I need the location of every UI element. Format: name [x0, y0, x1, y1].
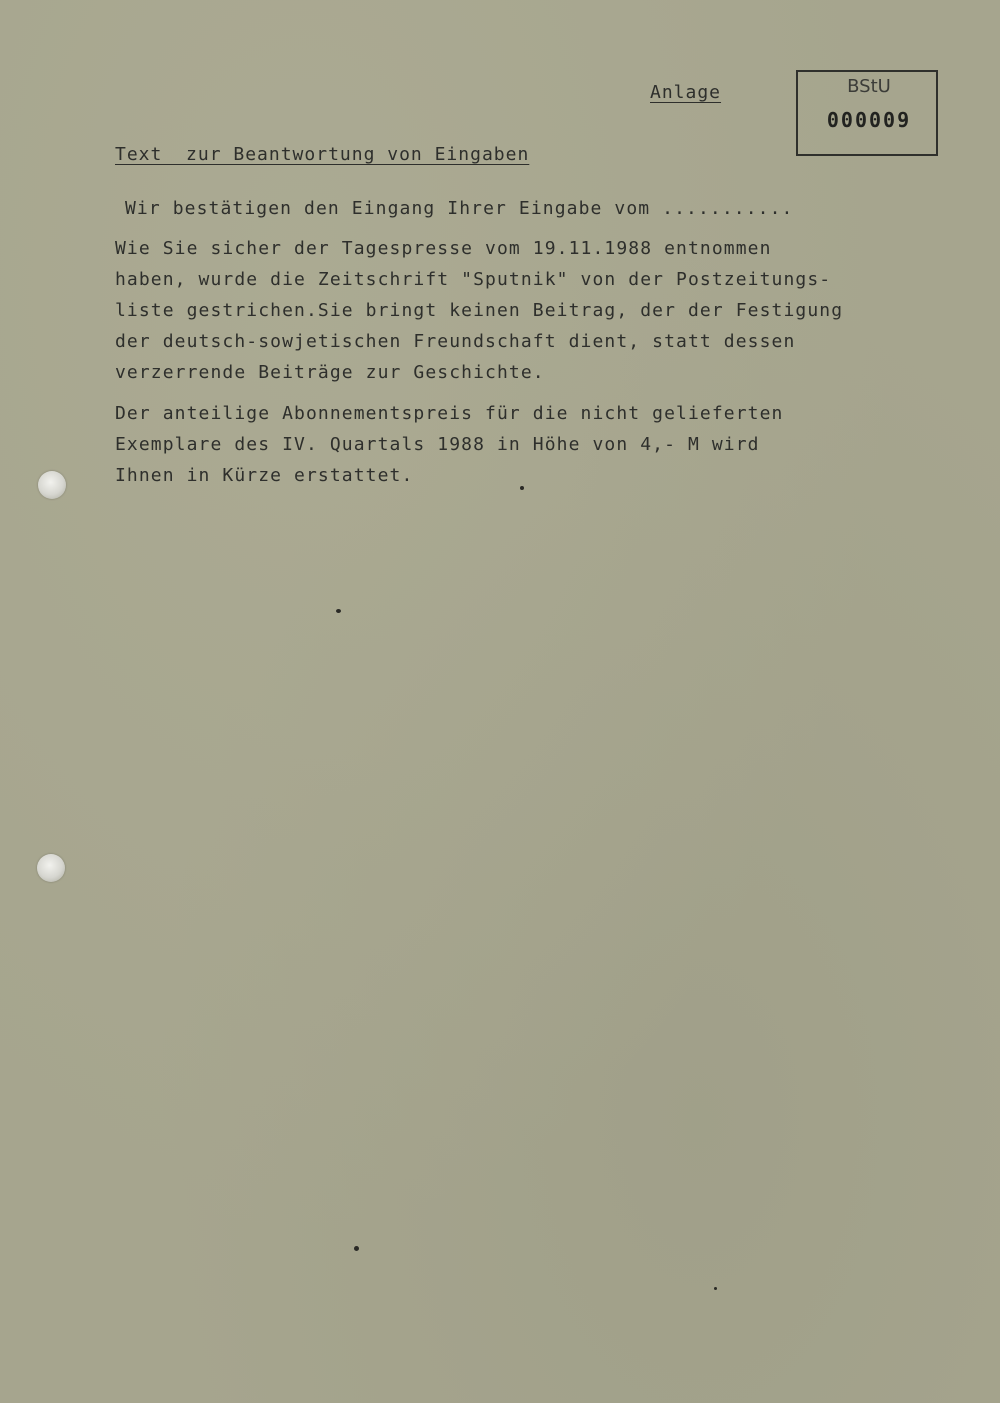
text-line: Wie Sie sicher der Tagespresse vom 19.11.1988 entnommen — [115, 238, 772, 259]
anlage-label: Anlage — [650, 82, 722, 103]
paper-speck — [354, 1246, 359, 1251]
text-line: verzerrende Beiträge zur Geschichte. — [115, 362, 545, 383]
punch-hole — [38, 471, 66, 499]
paragraph-refund — [115, 398, 935, 491]
punch-hole — [37, 854, 65, 882]
document-heading: Text zur Beantwortung von Eingaben — [115, 144, 530, 165]
paper-speck — [336, 609, 341, 613]
paragraph-explanation — [115, 233, 935, 388]
text-line: Ihnen in Kürze erstattet. — [115, 465, 414, 486]
stamp-number: 000009 — [826, 108, 912, 132]
text-line: Exemplare des IV. Quartals 1988 in Höhe von 4,- M wird — [115, 434, 760, 455]
text-line: liste gestrichen.Sie bringt keinen Beitrag, der der Festigung — [115, 300, 844, 321]
archive-stamp — [796, 70, 938, 156]
text-line: Der anteilige Abonnementspreis für die nicht gelieferten — [115, 403, 784, 424]
text-line: haben, wurde die Zeitschrift "Sputnik" von der Postzeitungs- — [115, 269, 832, 290]
paragraph-confirmation — [125, 193, 945, 224]
text-line: Wir bestätigen den Eingang Ihrer Eingabe vom ........... — [125, 198, 794, 219]
stamp-label: BStU — [847, 76, 891, 97]
text-line: der deutsch-sowjetischen Freundschaft dient, statt dessen — [115, 331, 796, 352]
paper-speck — [714, 1287, 717, 1290]
